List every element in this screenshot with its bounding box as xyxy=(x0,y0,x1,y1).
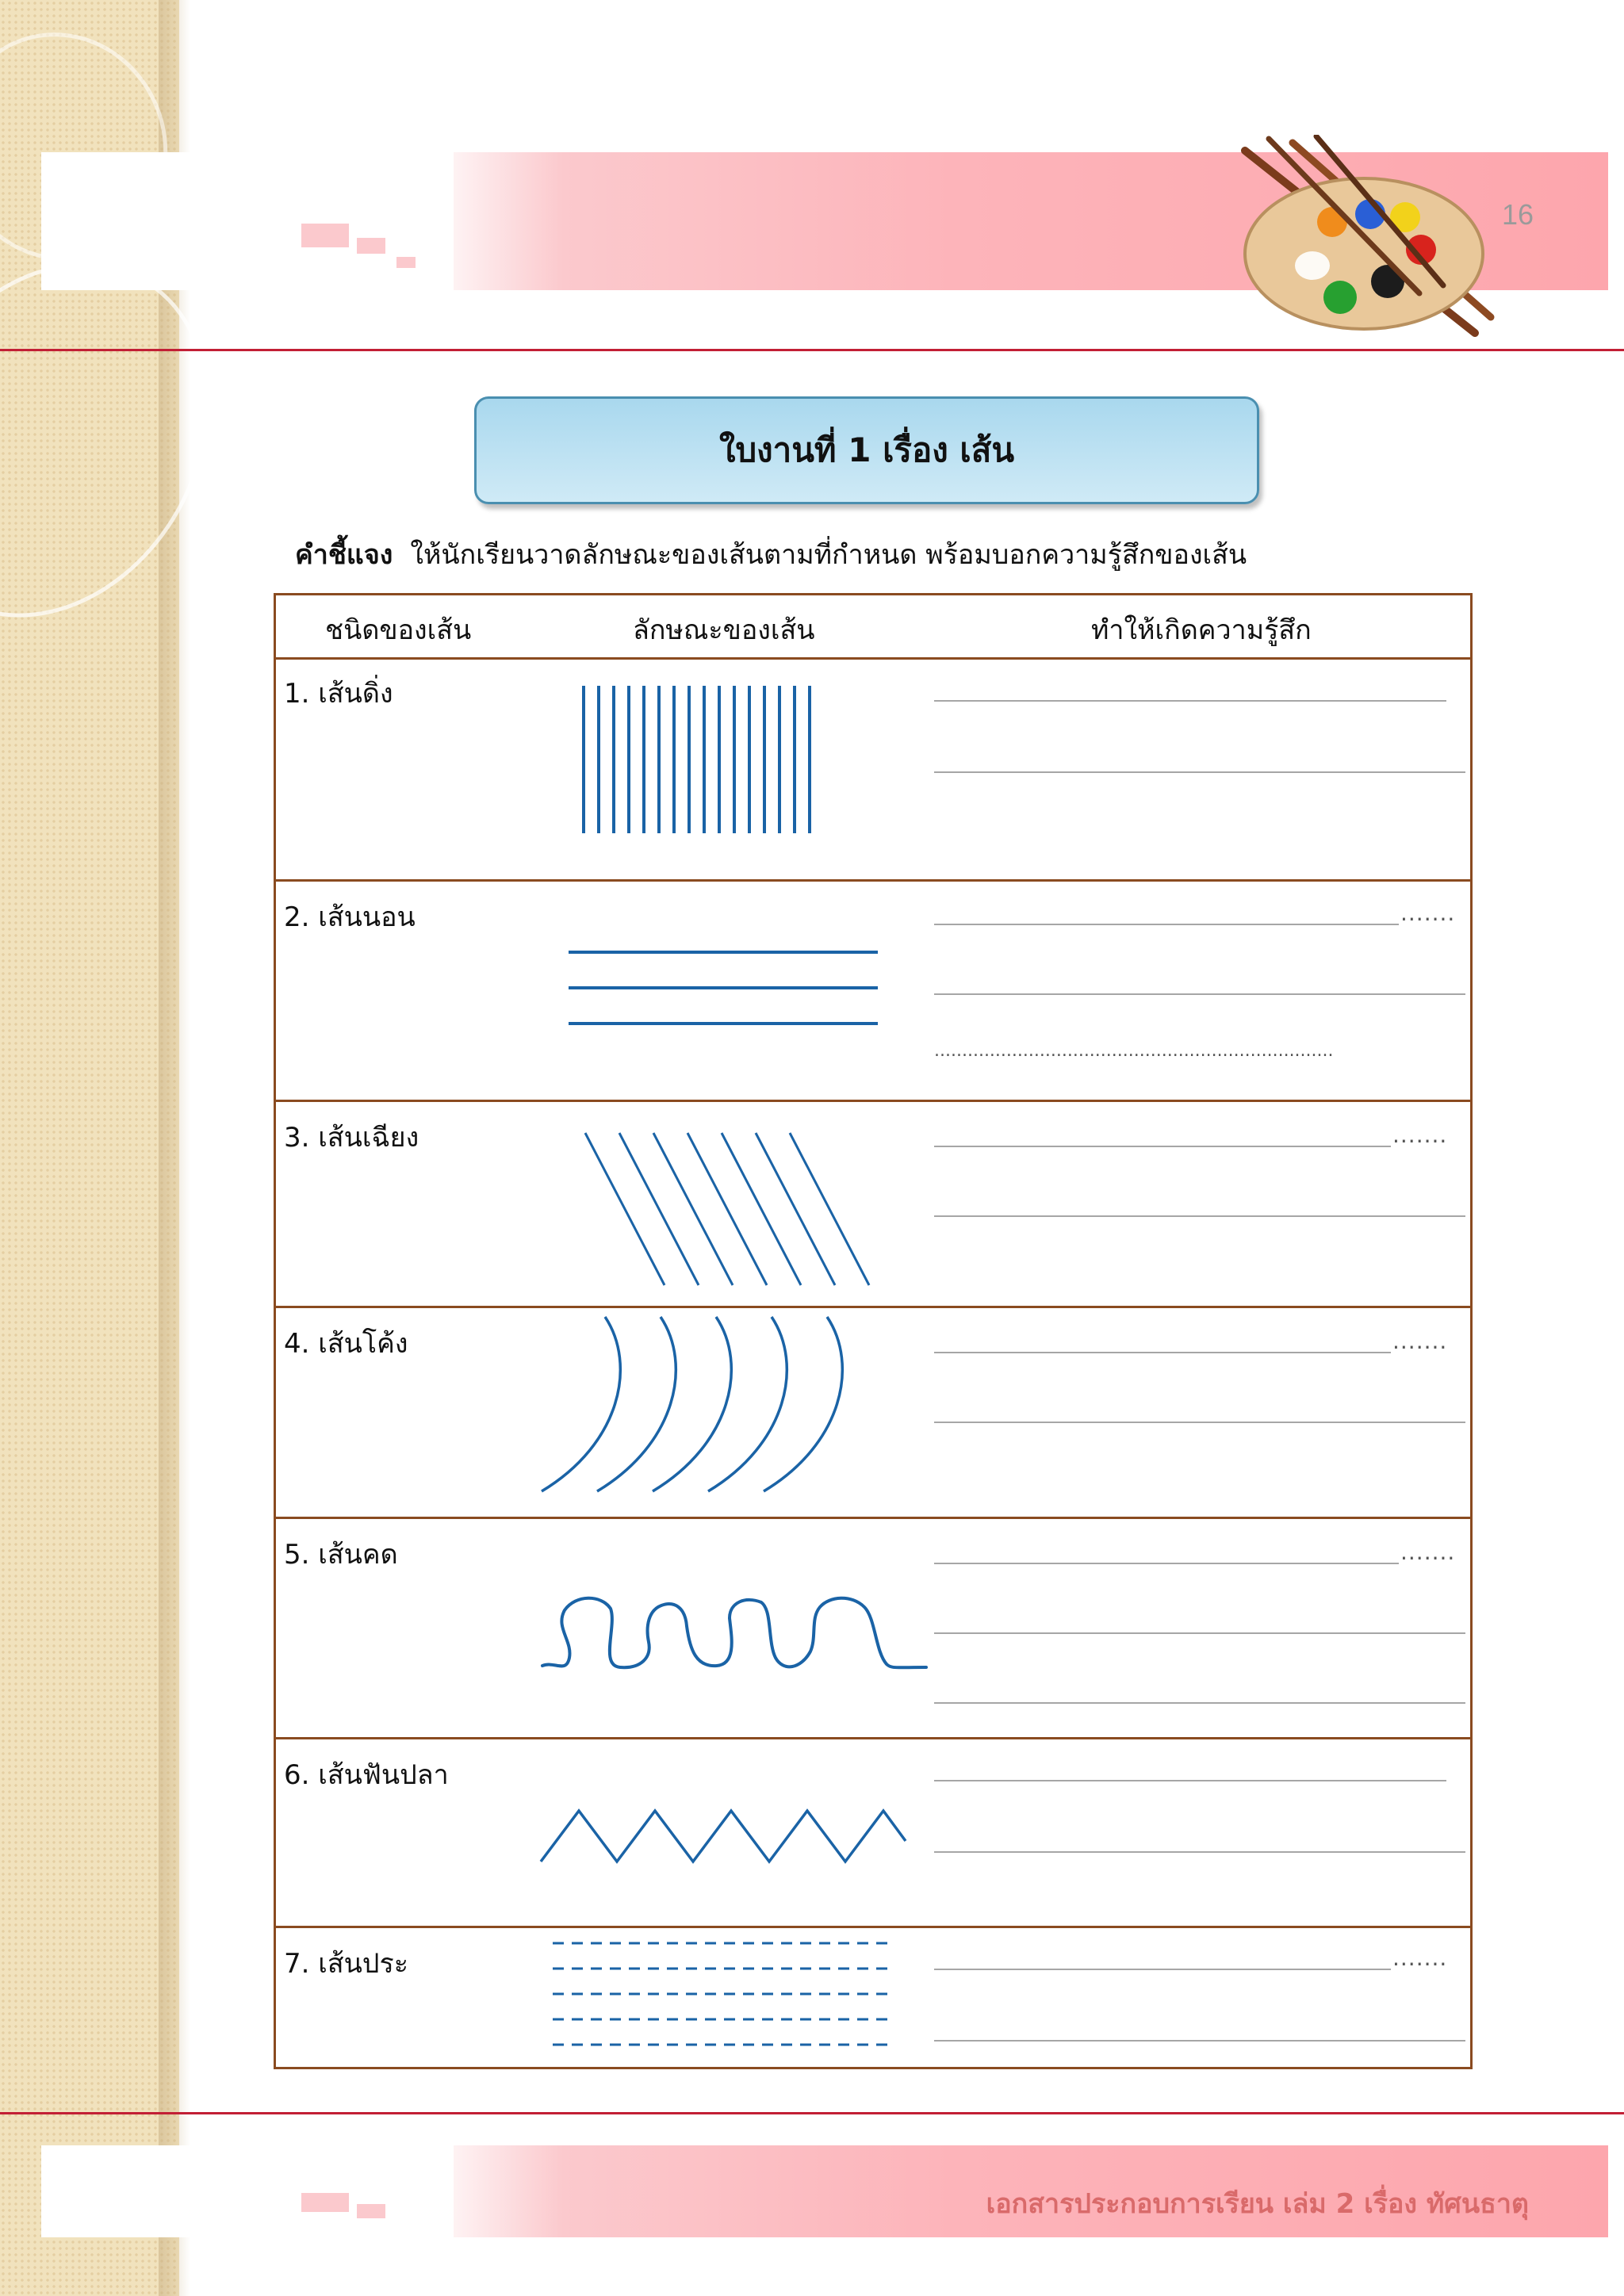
diagonal-lines-icon xyxy=(577,1127,894,1293)
answer-line xyxy=(934,1422,1465,1423)
answer-line xyxy=(934,771,1465,773)
row-divider xyxy=(276,1517,1470,1519)
footer-rule xyxy=(0,2112,1624,2114)
row-label-vertical: 1. เส้นดิ่ง xyxy=(284,678,393,710)
row-label-dashed: 7. เส้นประ xyxy=(284,1948,408,1980)
row-divider xyxy=(276,657,1470,660)
curved-lines-icon xyxy=(534,1309,898,1499)
zigzag-line-icon xyxy=(538,1804,910,1868)
row-label-diagonal: 3. เส้นเฉียง xyxy=(284,1122,419,1154)
worksheet-table xyxy=(274,593,1473,2069)
answer-line xyxy=(934,1352,1391,1353)
instructions xyxy=(295,533,1247,576)
paint-palette-icon xyxy=(1237,135,1499,341)
answer-line xyxy=(934,1780,1446,1781)
row-label-zigzag: 6. เส้นฟันปลา xyxy=(284,1759,449,1791)
answer-line xyxy=(934,1632,1465,1634)
header-rule xyxy=(0,349,1624,351)
answer-line xyxy=(934,1146,1391,1147)
answer-line xyxy=(934,1969,1391,1970)
header-pixel-decor xyxy=(396,257,416,268)
answer-line xyxy=(934,700,1446,702)
answer-dots: ....... xyxy=(1392,1122,1448,1148)
column-header-type: ชนิดของเส้น xyxy=(325,614,472,646)
answer-line xyxy=(934,1215,1465,1217)
column-header-feeling: ทำให้เกิดความรู้สึก xyxy=(1091,614,1312,646)
worksheet-title: ใบงานที่ 1 เรื่อง เส้น xyxy=(474,396,1259,504)
answer-line xyxy=(934,1851,1465,1853)
answer-line xyxy=(934,993,1465,995)
footer-pixel-decor xyxy=(301,2193,349,2212)
row-label-wavy: 5. เส้นคด xyxy=(284,1539,398,1571)
wavy-line-icon xyxy=(538,1578,934,1682)
answer-line xyxy=(934,924,1399,925)
row-label-horizontal: 2. เส้นนอน xyxy=(284,901,416,933)
instruction-label: คำชี้แจง xyxy=(295,539,393,571)
answer-dots: ....... xyxy=(1400,900,1456,926)
header-pixel-decor xyxy=(357,238,385,254)
vertical-lines-icon xyxy=(577,683,831,841)
footer-banner-white xyxy=(41,2145,454,2237)
answer-dots: ....... xyxy=(1400,1539,1456,1565)
answer-dots: ....... xyxy=(1392,1945,1448,1971)
answer-dots: ....... xyxy=(1392,1328,1448,1354)
header-pixel-decor xyxy=(301,224,349,247)
answer-line xyxy=(934,1563,1399,1564)
row-divider xyxy=(276,1100,1470,1102)
answer-dots: ........................................................................ xyxy=(934,1041,1334,1061)
header-banner-white xyxy=(41,152,454,290)
footer-text: เอกสารประกอบการเรียน เล่ม 2 เรื่อง ทัศนธาตุ xyxy=(986,2188,1529,2220)
instruction-text: ให้นักเรียนวาดลักษณะของเส้นตามที่กำหนด พร้อมบอกความรู้สึกของเส้น xyxy=(410,539,1247,571)
row-label-curved: 4. เส้นโค้ง xyxy=(284,1328,408,1360)
row-divider xyxy=(276,1926,1470,1928)
answer-line xyxy=(934,2040,1465,2042)
row-divider xyxy=(276,1306,1470,1308)
dashed-lines-icon xyxy=(550,1935,898,2054)
answer-line xyxy=(934,1702,1465,1704)
row-divider xyxy=(276,879,1470,882)
footer-pixel-decor xyxy=(357,2204,385,2218)
row-divider xyxy=(276,1737,1470,1739)
column-header-shape: ลักษณะของเส้น xyxy=(633,614,815,646)
page-number: 16 xyxy=(1501,198,1534,231)
horizontal-lines-icon xyxy=(565,944,883,1039)
